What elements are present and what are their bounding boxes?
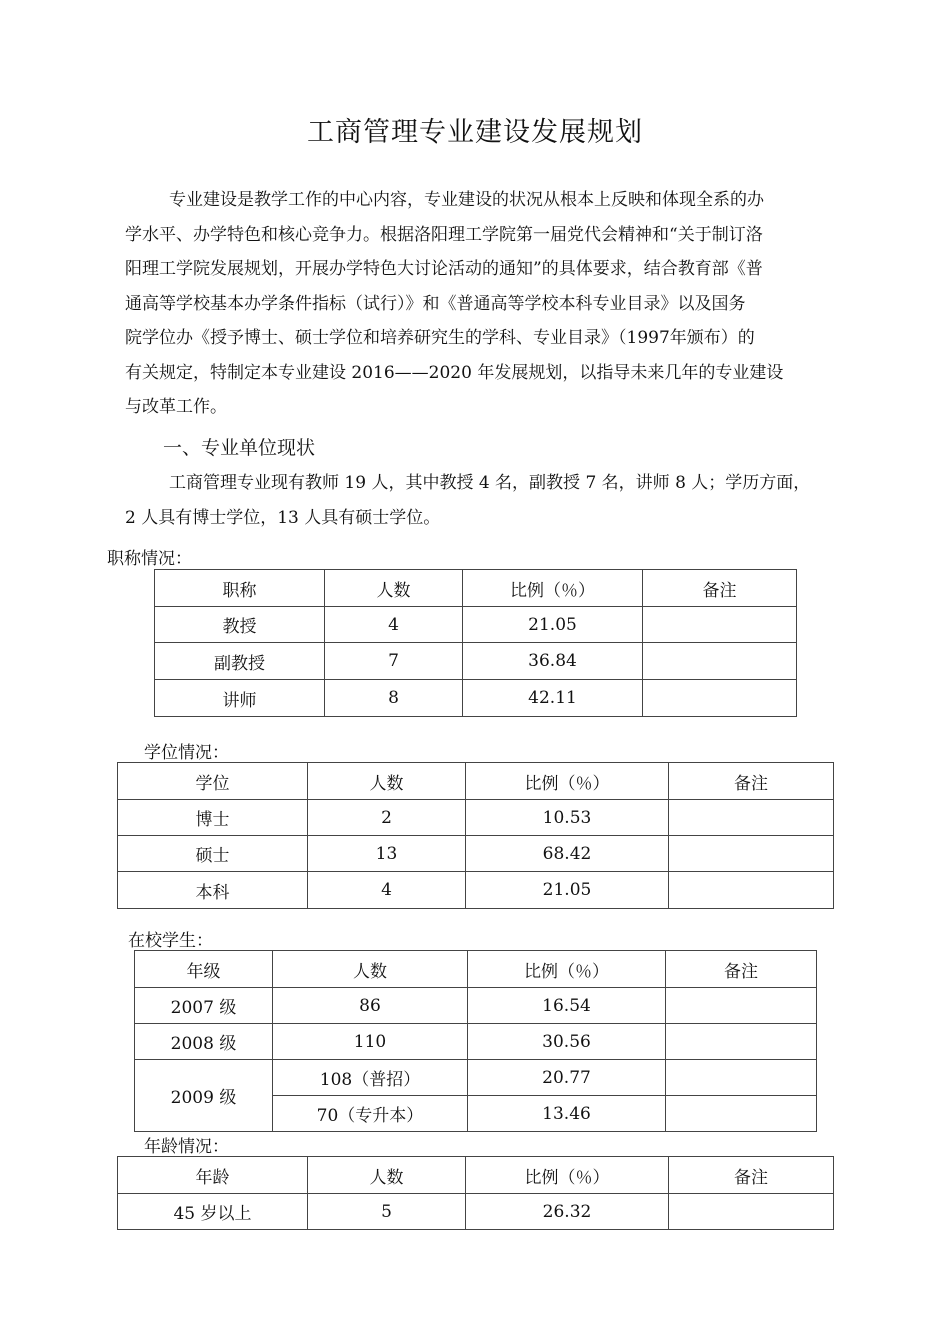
table-cell <box>666 1096 817 1132</box>
intro-line: 通高等学校基本办学条件指标（试行）》和《普通高等学校本科专业目录》以及国务 <box>125 293 746 314</box>
table-cell: 8 <box>325 680 463 717</box>
intro-line: 学水平、办学特色和核心竞争力。根据洛阳理工学院第一届党代会精神和“关于制订洛 <box>125 224 763 245</box>
intro-paragraph <box>125 183 847 425</box>
intro-line: 有关规定，特制定本专业建设 2016——2020 年发展规划，以指导未来几年的专业建设 <box>125 362 784 383</box>
merged-grade-cell: 2009 级 <box>135 1060 273 1132</box>
header-cell: 人数 <box>308 1157 466 1194</box>
table-header-row <box>118 763 834 800</box>
age-table-caption: 年龄情况： <box>144 1137 229 1157</box>
title-table <box>154 569 797 717</box>
title-table-caption: 职称情况： <box>107 549 192 569</box>
intro-line: 阳理工学院发展规划，开展办学特色大讨论活动的通知”的具体要求，结合教育部《普 <box>125 259 763 279</box>
table-cell: 86 <box>273 988 468 1024</box>
intro-line: 专业建设是教学工作的中心内容，专业建设的状况从根本上反映和体现全系的办 <box>169 190 764 210</box>
table-cell: 2 <box>308 800 466 836</box>
table-cell <box>669 800 834 836</box>
section-paragraph <box>125 466 847 535</box>
table-header-row <box>155 570 797 607</box>
table-cell <box>666 1060 817 1096</box>
table-cell: 26.32 <box>466 1194 669 1230</box>
table-cell: 16.54 <box>468 988 666 1024</box>
table-row <box>135 988 817 1024</box>
table-cell: 4 <box>325 607 463 643</box>
student-table <box>134 950 817 1132</box>
table-cell: 5 <box>308 1194 466 1230</box>
header-cell: 比例（％） <box>468 951 666 988</box>
table-cell: 2008 级 <box>135 1024 273 1060</box>
table-cell <box>643 607 797 643</box>
section-heading: 一、专业单位现状 <box>163 437 316 459</box>
table-row <box>118 836 834 872</box>
section-line: 工商管理专业现有教师 19 人，其中教授 4 名，副教授 7 名，讲师 8 人；学历方面， <box>169 473 811 493</box>
header-cell: 学位 <box>118 763 308 800</box>
table-cell <box>666 988 817 1024</box>
header-cell: 备注 <box>669 763 834 800</box>
table-cell: 4 <box>308 872 466 909</box>
table-cell <box>666 1024 817 1060</box>
table-cell: 副教授 <box>155 643 325 680</box>
table-row <box>118 800 834 836</box>
document-title: 工商管理专业建设发展规划 <box>307 117 643 148</box>
table-row <box>118 1194 834 1230</box>
header-cell: 比例（％） <box>466 763 669 800</box>
table-header-row <box>135 951 817 988</box>
header-cell: 人数 <box>273 951 468 988</box>
table-cell: 21.05 <box>466 872 669 909</box>
table-cell: 45 岁以上 <box>118 1194 308 1230</box>
table-cell: 硕士 <box>118 836 308 872</box>
section-line: 2 人具有博士学位，13 人具有硕士学位。 <box>125 507 441 528</box>
table-cell: 30.56 <box>468 1024 666 1060</box>
table-cell <box>643 680 797 717</box>
table-cell: 70（专升本） <box>273 1096 468 1132</box>
student-table-caption: 在校学生： <box>128 931 213 951</box>
header-cell: 比例（％） <box>466 1157 669 1194</box>
table-cell: 36.84 <box>463 643 643 680</box>
table-cell <box>669 1194 834 1230</box>
header-cell: 年龄 <box>118 1157 308 1194</box>
header-cell: 备注 <box>669 1157 834 1194</box>
table-cell: 110 <box>273 1024 468 1060</box>
header-cell: 年级 <box>135 951 273 988</box>
intro-line: 院学位办《授予博士、硕士学位和培养研究生的学科、专业目录》（1997年颁布）的 <box>125 328 755 348</box>
table-cell: 2007 级 <box>135 988 273 1024</box>
table-row <box>155 680 797 717</box>
header-cell: 备注 <box>666 951 817 988</box>
table-cell: 7 <box>325 643 463 680</box>
table-row <box>135 1060 817 1096</box>
table-cell: 教授 <box>155 607 325 643</box>
table-row <box>118 872 834 909</box>
table-cell: 本科 <box>118 872 308 909</box>
table-cell: 博士 <box>118 800 308 836</box>
header-cell: 备注 <box>643 570 797 607</box>
table-row <box>155 643 797 680</box>
table-cell: 42.11 <box>463 680 643 717</box>
header-cell: 比例（％） <box>463 570 643 607</box>
header-cell: 职称 <box>155 570 325 607</box>
table-cell: 20.77 <box>468 1060 666 1096</box>
intro-line: 与改革工作。 <box>125 397 227 417</box>
table-cell: 13.46 <box>468 1096 666 1132</box>
table-cell: 108（普招） <box>273 1060 468 1096</box>
table-cell: 讲师 <box>155 680 325 717</box>
header-cell: 人数 <box>308 763 466 800</box>
table-cell: 10.53 <box>466 800 669 836</box>
table-header-row <box>118 1157 834 1194</box>
table-cell: 21.05 <box>463 607 643 643</box>
table-cell: 13 <box>308 836 466 872</box>
table-row <box>155 607 797 643</box>
degree-table-caption: 学位情况： <box>144 743 229 763</box>
degree-table <box>117 762 834 909</box>
table-row <box>135 1024 817 1060</box>
table-cell <box>669 836 834 872</box>
table-cell: 68.42 <box>466 836 669 872</box>
age-table <box>117 1156 834 1230</box>
table-cell <box>669 872 834 909</box>
table-cell <box>643 643 797 680</box>
header-cell: 人数 <box>325 570 463 607</box>
